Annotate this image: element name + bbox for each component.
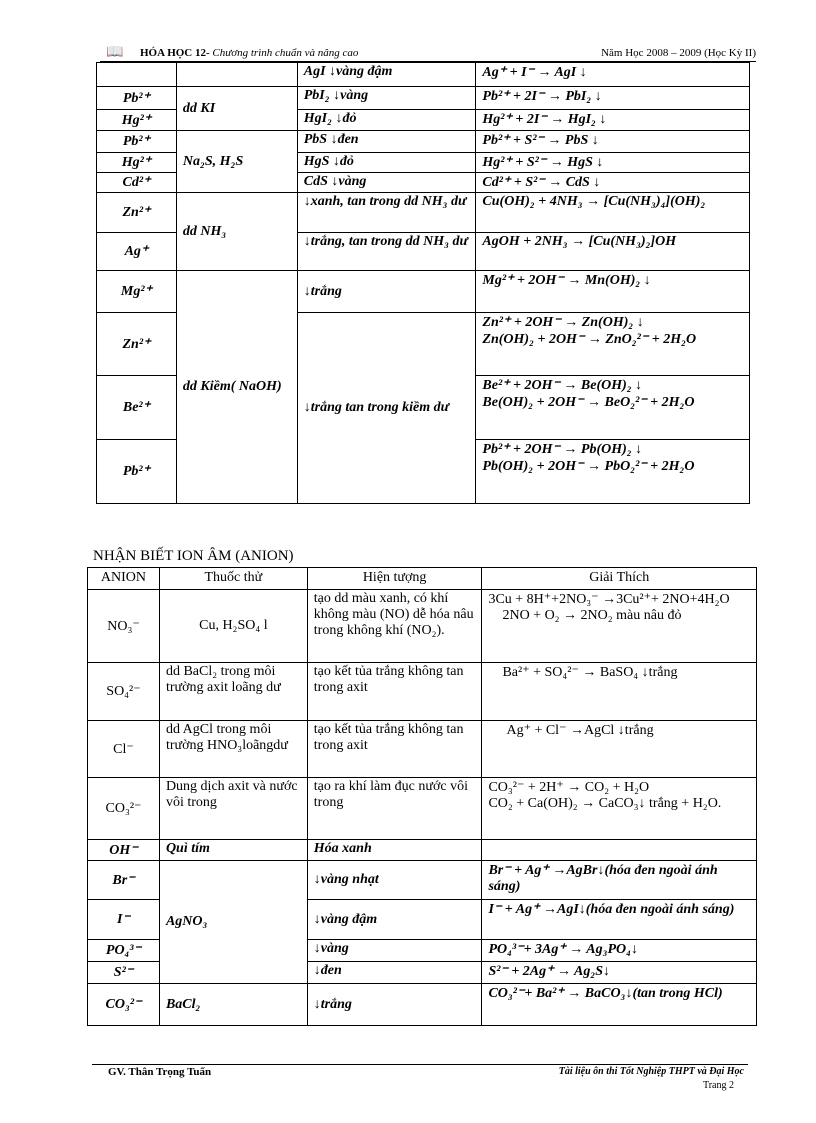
- reagent-cell: dd NH₃: [176, 193, 297, 271]
- explain-line: Zn(OH)₂ + 2OH⁻ → ZnO₂²⁻ + 2H₂O: [482, 332, 697, 347]
- ion-cell: Hg²⁺: [97, 153, 177, 173]
- reagent-cell: Na₂S, H₂S: [176, 131, 297, 193]
- ion-cell: Pb²⁺: [97, 131, 177, 153]
- explain-line: Pb²⁺ + 2OH⁻ → Pb(OH)₂ ↓: [482, 442, 643, 457]
- column-header: Hiện tượng: [307, 568, 482, 590]
- reagent-cell: dd AgCl trong môi trường HNO₃loãngdư: [159, 721, 307, 778]
- explain-cell: [482, 778, 757, 840]
- explain-cell: S²⁻ + 2Ag⁺ → Ag₂S↓: [482, 962, 757, 984]
- phenomenon-cell: tạo ra khí làm đục nước vôi trong: [307, 778, 482, 840]
- phenomenon-cell: ↓đen: [307, 962, 482, 984]
- explain-cell: [482, 590, 757, 663]
- explain-cell: PO₄³⁻+ 3Ag⁺ → Ag₃PO₄↓: [482, 940, 757, 962]
- phenomenon-cell: HgI₂ ↓đỏ: [297, 110, 476, 131]
- header-title: HÓA HỌC 12- Chương trình chuẩn và nâng cao: [140, 47, 359, 59]
- table-row: [88, 590, 757, 663]
- explain-cell: Ba²⁺ + SO₄²⁻ → BaSO₄ ↓trắng: [482, 663, 757, 721]
- footer-author: GV. Thân Trọng Tuấn: [108, 1066, 212, 1078]
- phenomenon-cell: tạo kết tủa trắng không tan trong axit: [307, 721, 482, 778]
- reagent-cell: Quì tím: [159, 840, 307, 861]
- ion-cell: Pb²⁺: [97, 87, 177, 110]
- footer-divider: [92, 1064, 748, 1065]
- ion-cell: I⁻: [88, 900, 160, 940]
- explain-line: Be²⁺ + 2OH⁻ → Be(OH)₂ ↓: [482, 378, 643, 393]
- reagent-cell: Cu, H₂SO₄ l: [159, 590, 307, 663]
- ion-cell: Br⁻: [88, 861, 160, 900]
- explain-cell: [482, 840, 757, 861]
- reagent-cell: dd KI: [176, 87, 297, 131]
- table-row: [97, 63, 750, 87]
- ion-cell: Zn²⁺: [97, 313, 177, 376]
- explain-cell: Ag⁺ + I⁻ → AgI ↓: [476, 63, 750, 87]
- table-row: [97, 131, 750, 153]
- ion-cell: S²⁻: [88, 962, 160, 984]
- explain-cell: Mg²⁺ + 2OH⁻ → Mn(OH)₂ ↓: [476, 271, 750, 313]
- table-row: [97, 193, 750, 233]
- explain-cell: [476, 376, 750, 440]
- explain-cell: Ag⁺ + Cl⁻ →AgCl ↓trắng: [482, 721, 757, 778]
- phenomenon-cell: ↓vàng: [307, 940, 482, 962]
- anion-table: [87, 567, 757, 1026]
- phenomenon-cell: PbI₂ ↓vàng: [297, 87, 476, 110]
- phenomenon-cell: ↓vàng đậm: [307, 900, 482, 940]
- reagent-cell: BaCl₂: [159, 984, 307, 1026]
- phenomenon-cell: ↓vàng nhạt: [307, 861, 482, 900]
- explain-cell: Pb²⁺ + 2I⁻ → PbI₂ ↓: [476, 87, 750, 110]
- column-header: Thuốc thử: [159, 568, 307, 590]
- phenomenon-cell: ↓trắng: [307, 984, 482, 1026]
- explain-line: Be(OH)₂ + 2OH⁻ → BeO₂²⁻ + 2H₂O: [482, 395, 695, 410]
- phenomenon-cell: HgS ↓đỏ: [297, 153, 476, 173]
- explain-line: Zn²⁺ + 2OH⁻ → Zn(OH)₂ ↓: [482, 315, 644, 330]
- table-row: [88, 663, 757, 721]
- phenomenon-cell: ↓trắng, tan trong dd NH₃ dư: [297, 233, 476, 271]
- ion-cell: CO₃²⁻: [88, 778, 160, 840]
- explain-cell: Br⁻ + Ag⁺ →AgBr↓(hóa đen ngoài ánh sáng): [482, 861, 757, 900]
- explain-cell: I⁻ + Ag⁺ →AgI↓(hóa đen ngoài ánh sáng): [482, 900, 757, 940]
- ion-cell: Mg²⁺: [97, 271, 177, 313]
- explain-cell: Cu(OH)₂ + 4NH₃ → [Cu(NH₃)₄](OH)₂: [476, 193, 750, 233]
- explain-cell: CO₃²⁻+ Ba²⁺ → BaCO₃↓(tan trong HCl): [482, 984, 757, 1026]
- explain-cell: Pb²⁺ + S²⁻ → PbS ↓: [476, 131, 750, 153]
- explain-line: CO₃²⁻ + 2H⁺ → CO₂ + H₂O: [488, 780, 650, 795]
- phenomenon-cell: ↓trắng: [297, 271, 476, 313]
- ion-cell: Cd²⁺: [97, 173, 177, 193]
- open-book-icon: 📖: [106, 45, 124, 60]
- table-row: [88, 778, 757, 840]
- cation-table: [96, 62, 750, 504]
- ion-cell: Zn²⁺: [97, 193, 177, 233]
- column-header: Giải Thích: [482, 568, 757, 590]
- explain-line: CO₂ + Ca(OH)₂ → CaCO₃↓ trắng + H₂O.: [488, 796, 722, 811]
- ion-cell: SO₄²⁻: [88, 663, 160, 721]
- header-year: Năm Học 2008 – 2009 (Học Kỳ II): [601, 47, 756, 59]
- ion-cell: PO₄³⁻: [88, 940, 160, 962]
- table-row: [88, 984, 757, 1026]
- ion-cell: Be²⁺: [97, 376, 177, 440]
- ion-cell: Ag⁺: [97, 233, 177, 271]
- ion-cell: Cl⁻: [88, 721, 160, 778]
- table-row: [97, 271, 750, 313]
- footer-doc-title: Tài liệu ôn thi Tốt Nghiệp THPT và Đại Học: [558, 1066, 744, 1077]
- ion-cell: Pb²⁺: [97, 440, 177, 504]
- reagent-cell: Dung dịch axit và nước vôi trong: [159, 778, 307, 840]
- explain-cell: [476, 440, 750, 504]
- ion-cell: [97, 63, 177, 87]
- explain-line: 3Cu + 8H⁺+2NO₃⁻ →3Cu²⁺+ 2NO+4H₂O: [488, 592, 730, 607]
- phenomenon-cell: CdS ↓vàng: [297, 173, 476, 193]
- phenomenon-cell: tạo kết tủa trắng không tan trong axit: [307, 663, 482, 721]
- reagent-cell: [176, 63, 297, 87]
- table-row: [88, 840, 757, 861]
- explain-line: 2NO + O₂ → 2NO₂ màu nâu đỏ: [502, 608, 682, 623]
- reagent-cell: AgNO₃: [159, 861, 307, 984]
- explain-cell: AgOH + 2NH₃ → [Cu(NH₃)₂]OH: [476, 233, 750, 271]
- explain-cell: Hg²⁺ + S²⁻ → HgS ↓: [476, 153, 750, 173]
- reagent-cell: dd BaCl₂ trong môi trường axit loãng dư: [159, 663, 307, 721]
- explain-cell: [476, 313, 750, 376]
- table-row: [97, 87, 750, 110]
- column-header: ANION: [88, 568, 160, 590]
- anion-section-title: NHẬN BIẾT ION ÂM (ANION): [93, 548, 294, 564]
- phenomenon-cell: PbS ↓đen: [297, 131, 476, 153]
- table-header-row: [88, 568, 757, 590]
- table-row: [88, 721, 757, 778]
- phenomenon-cell: ↓xanh, tan trong dd NH₃ dư: [297, 193, 476, 233]
- table-row: [88, 861, 757, 900]
- phenomenon-cell: AgI ↓vàng đậm: [297, 63, 476, 87]
- reagent-cell: dd Kiềm( NaOH): [176, 271, 297, 504]
- explain-cell: Cd²⁺ + S²⁻ → CdS ↓: [476, 173, 750, 193]
- phenomenon-cell: tạo dd màu xanh, có khí không màu (NO) dễ hóa nâu trong không khí (NO₂).: [307, 590, 482, 663]
- explain-cell: Hg²⁺ + 2I⁻ → HgI₂ ↓: [476, 110, 750, 131]
- phenomenon-cell: Hóa xanh: [307, 840, 482, 861]
- phenomenon-cell: ↓trắng tan trong kiềm dư: [297, 313, 476, 504]
- ion-cell: NO₃⁻: [88, 590, 160, 663]
- ion-cell: Hg²⁺: [97, 110, 177, 131]
- explain-line: Pb(OH)₂ + 2OH⁻ → PbO₂²⁻ + 2H₂O: [482, 459, 695, 474]
- ion-cell: OH⁻: [88, 840, 160, 861]
- ion-cell: CO₃²⁻: [88, 984, 160, 1026]
- page-number: Trang 2: [702, 1080, 734, 1091]
